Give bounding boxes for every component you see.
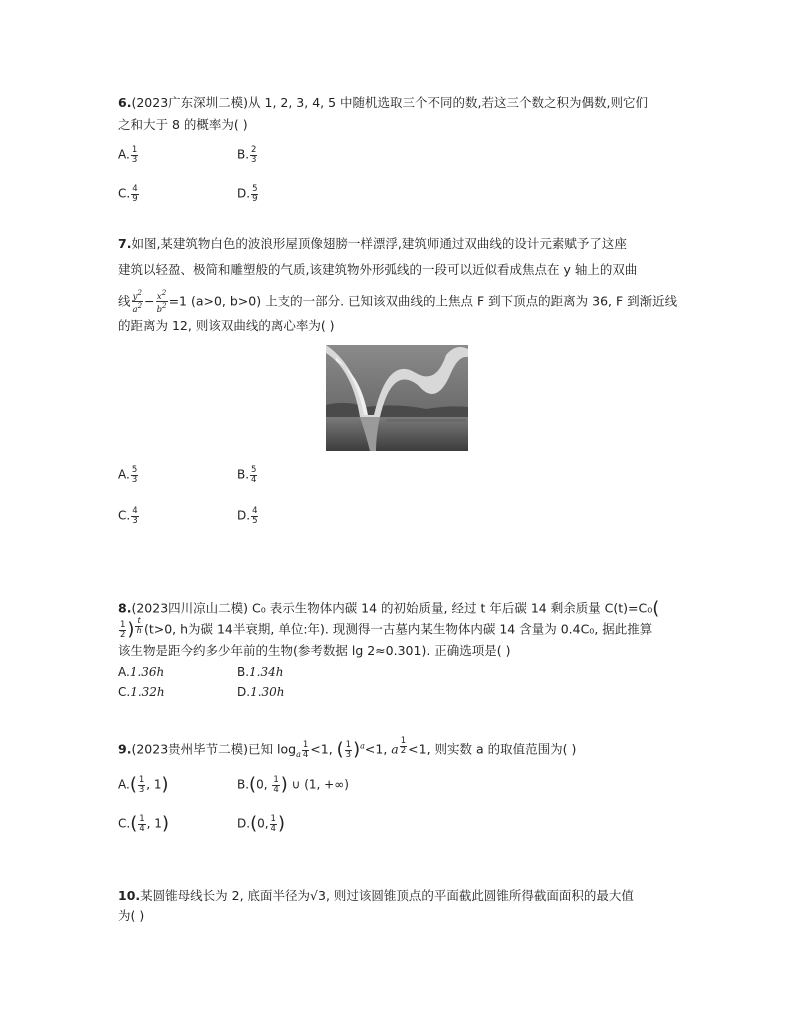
fraction: $\frac{4}{5}$ <box>252 506 258 526</box>
fraction: $\frac{5}{3}$ <box>131 465 138 485</box>
q6-line2: 之和大于 8 的概率为( ) <box>118 117 248 132</box>
hyperbola-x-term: $\frac{x^2}{b^2}$ <box>156 288 167 316</box>
q6-number: 6. <box>118 95 132 110</box>
log-argument: $\frac{1}{4}$ <box>302 740 309 760</box>
q9-option-b: B.(0, $\frac{1}{4}$ ) ∪ (1, +∞) <box>237 774 349 795</box>
q9-option-a: A.( $\frac{1}{3}$ , 1) <box>118 774 169 795</box>
q9-option-d: D.(0, $\frac{1}{4}$ ) <box>237 813 285 834</box>
q6-option-a: A. $\frac{1}{3}$ <box>118 145 138 165</box>
close-paren: ) <box>127 619 135 641</box>
q7-option-b: B. $\frac{5}{4}$ <box>237 465 257 485</box>
exponent-half: 1 2 <box>400 736 407 756</box>
q7-number: 7. <box>118 236 132 251</box>
hyperbola-y-term: $\frac{y^2}{a^2}$ <box>132 288 143 316</box>
q8-line3: 该生物是距今约多少年前的生物(参考数据 lg 2≈0.301). 正确选项是( ) <box>118 643 511 658</box>
open-paren: ( <box>652 598 660 619</box>
fraction: $\frac{4}{9}$ <box>132 184 138 204</box>
q10-number: 10. <box>118 888 141 903</box>
q7-option-a: A. $\frac{5}{3}$ <box>118 465 138 485</box>
q6-text-1: (2023广东深圳二模)从 1, 2, 3, 4, 5 中随机选取三个不同的数,若这三个数之积为偶数,则它们 <box>131 95 648 110</box>
q8-option-d: D.1.30h <box>237 685 285 699</box>
q9-number: 9. <box>118 741 132 757</box>
fraction: $\frac{5}{4}$ <box>251 465 257 485</box>
exponent-fraction: t h <box>136 616 142 636</box>
q9-line1: 9.(2023贵州毕节二模)已知 $\log_a$ $\frac{1}{4}$ <1, ( $\frac{1}{3}$ )$^a$<1, a $^{\frac{1}{2}}$ <1, 则实数 a 的取值范围为( ) <box>118 736 577 761</box>
q8-number: 8. <box>118 600 132 616</box>
q6-option-c: C. $\frac{4}{9}$ <box>118 184 138 204</box>
half-fraction: $\frac{1}{2}$ <box>120 620 126 640</box>
q7-line4: 的距离为 12, 则该双曲线的离心率为( ) <box>118 318 335 333</box>
q9-option-c: C.( $\frac{1}{4}$ , 1) <box>118 813 169 834</box>
q8-line1: 8.(2023四川凉山二模) C₀ 表示生物体内碳 14 的初始质量, 经过 t 年后碳 14 剩余质量 C(t)=C₀( <box>118 598 660 619</box>
q8-option-b: B.1.34h <box>237 665 284 679</box>
q7-line1: 7.如图,某建筑物白色的波浪形屋顶像翅膀一样漂浮,建筑师通过双曲线的设计元素赋予了这座 <box>118 236 627 251</box>
q7-line2: 建筑以轻盈、极简和雕塑般的气质,该建筑物外形弧线的一段可以近似看成焦点在 y 轴上的双曲 <box>118 262 638 277</box>
q7-line3: 线 $\frac{y^2}{a^2}$ − $\frac{x^2}{b^2}$ =1 (a>0, b>0) 上支的一部分. 已知该双曲线的上焦点 F 到下顶点的距离为 36, F 到渐近线 <box>118 288 678 316</box>
q10-line2: 为( ) <box>118 908 145 923</box>
fraction: $\frac{2}{3}$ <box>251 145 257 165</box>
fraction: $\frac{1}{3}$ <box>131 145 138 165</box>
q7-option-c: C. $\frac{4}{3}$ <box>118 506 138 526</box>
fraction: $\frac{1}{4}$ <box>273 775 279 795</box>
q7-option-d: D. $\frac{4}{5}$ <box>237 506 258 526</box>
fraction: $\frac{5}{9}$ <box>252 184 258 204</box>
building-photo <box>326 345 468 451</box>
q8-option-a: A.1.36h <box>118 665 165 679</box>
q6-option-d: D. $\frac{5}{9}$ <box>237 184 258 204</box>
q8-option-c: C.1.32h <box>118 685 165 699</box>
q8-line2: $\frac{1}{2}$ ) $^{\frac{t}{h}}$ (t>0, h为碳 14半衰期, 单位:年). 现测得一古墓内某生物体内碳 14 含量为 0.4C₀, 据此推算 <box>120 616 653 641</box>
base-fraction: $\frac{1}{3}$ <box>345 740 352 760</box>
fraction: $\frac{1}{3}$ <box>138 775 145 795</box>
fraction: $\frac{4}{3}$ <box>132 506 138 526</box>
q10-line1: 10.某圆锥母线长为 2, 底面半径为√3, 则过该圆锥顶点的平面截此圆锥所得截面面积的最大值 <box>118 888 634 903</box>
fraction: $\frac{1}{4}$ <box>270 814 276 834</box>
fraction: $\frac{1}{4}$ <box>139 814 145 834</box>
q6-line1 <box>118 97 648 110</box>
q6-option-b: B. $\frac{2}{3}$ <box>237 145 257 165</box>
